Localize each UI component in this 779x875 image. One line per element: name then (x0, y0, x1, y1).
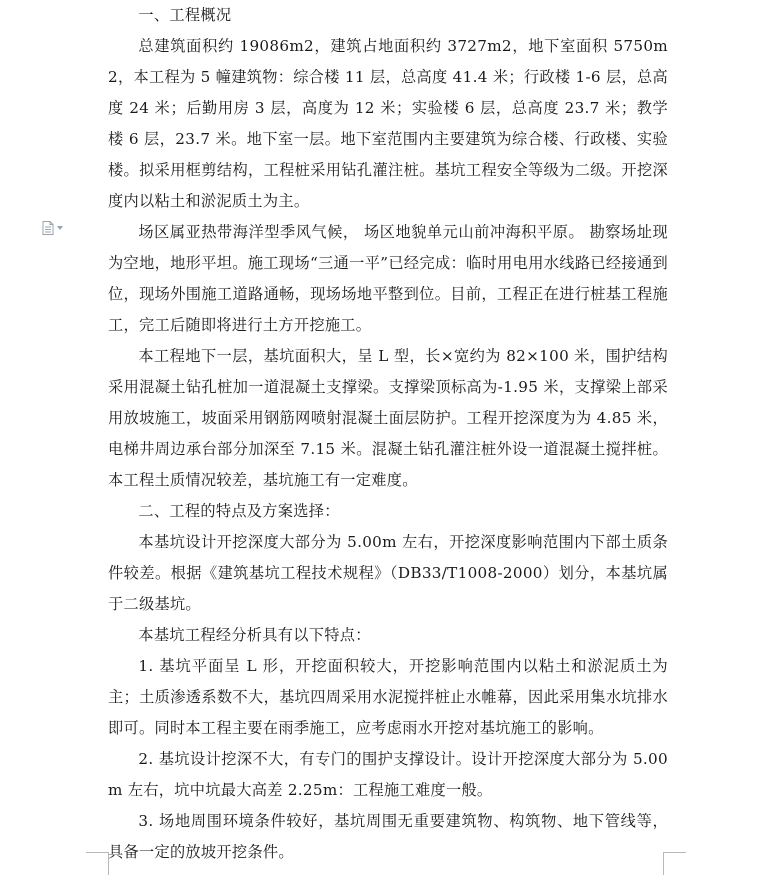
paragraph-site-conditions: 场区属亚热带海洋型季风气候， 场区地貌单元山前冲海积平原。 勘察场址现为空地，地形平坦。施工现场“三通一平”已经完成：临时用电用水线路已经接通到位，现场外围施工道路通畅，现场场地平整到位。目前，工程正在进行桩基工程施工，完工后随即将进行土方开挖施工。 (108, 223, 668, 334)
list-item-feature-1: 1. 基坑平面呈 L 形，开挖面积较大，开挖影响范围内以粘土和淤泥质土为主；土质渗透系数不大，基坑四周采用水泥搅拌桩止水帷幕，因此采用集水坑排水即可。同时本工程主要在雨季施工，应考虑雨水开挖对基坑施工的影响。 (108, 657, 668, 737)
chevron-down-icon (57, 226, 63, 230)
paragraph-pit-structure: 本工程地下一层，基坑面积大，呈 L 型，长×宽约为 82×100 米，围护结构采用混凝土钻孔桩加一道混凝土支撑梁。支撑梁顶标高为-1.95 米，支撑梁上部采用放坡施工，坡面采用钢筋网喷射混凝土面层防护。工程开挖深度为为 4.85 米，电梯井周边承台部分加深至 7.15 米。混凝土钻孔灌注桩外设一道混凝土搅拌桩。本工程土质情况较差，基坑施工有一定难度。 (108, 347, 668, 489)
document-icon (42, 221, 54, 235)
section-heading-overview: 一、工程概况 (138, 6, 232, 24)
paragraph-building-summary: 总建筑面积约 19086m2，建筑占地面积约 3727m2，地下室面积 5750m2，本工程为 5 幢建筑物：综合楼 11 层，总高度 41.4 米；行政楼 1-6 层，总高度 24 米；后勤用房 3 层，高度为 12 米；实验楼 6 层，总高度 23.7 米；教学楼 6 层，23.7 米。地下室一层。地下室范围内主要建筑为综合楼、行政楼、实验楼。拟采用框剪结构，工程桩采用钻孔灌注桩。基坑工程安全等级为二级。开挖深度内以粘土和淤泥质土为主。 (108, 37, 668, 210)
section-heading-features: 二、工程的特点及方案选择： (138, 502, 340, 520)
list-item-feature-3: 3. 场地周围环境条件较好，基坑周围无重要建筑物、构筑物、地下管线等，具备一定的放坡开挖条件。 (108, 812, 668, 861)
paragraph-features-intro: 本基坑工程经分析具有以下特点： (138, 626, 371, 644)
list-item-feature-2: 2. 基坑设计挖深不大，有专门的围护支撑设计。设计开挖深度大部分为 5.00m 左右，坑中坑最大高差 2.25m：工程施工难度一般。 (108, 750, 668, 799)
paragraph-pit-grade: 本基坑设计开挖深度大部分为 5.00m 左右，开挖深度影响范围内下部土质条件较差。根据《建筑基坑工程技术规程》（DB33/T1008-2000）划分，本基坑属于二级基坑。 (108, 533, 668, 613)
paragraph-options[interactable] (42, 220, 70, 236)
document-body (108, 0, 668, 868)
